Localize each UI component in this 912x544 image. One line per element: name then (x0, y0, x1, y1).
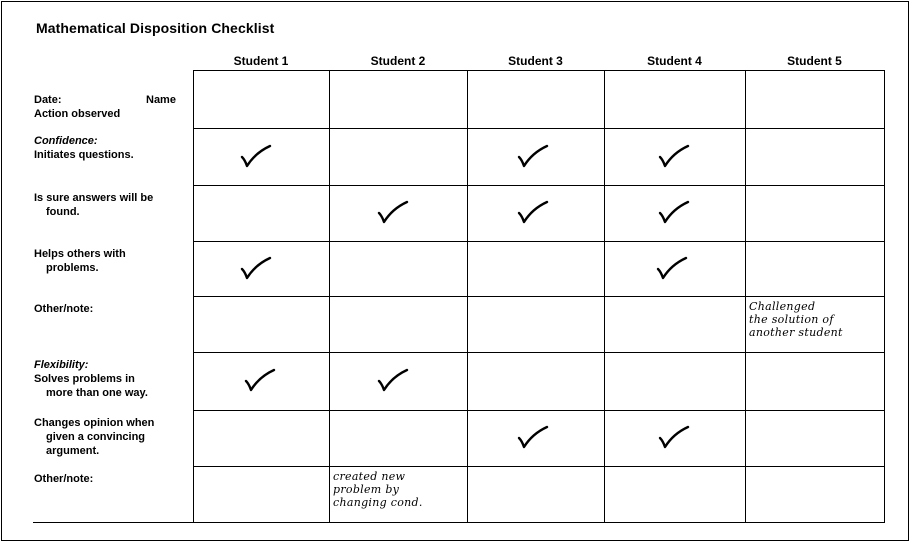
row-label-line: more than one way. (46, 387, 148, 399)
note-line: the solution of (749, 313, 834, 326)
row-label (34, 358, 189, 400)
column-header-student-1: Student 1 (233, 54, 289, 68)
row-label (34, 247, 189, 275)
grid-row-line (193, 466, 885, 467)
check-mark-icon (655, 255, 689, 281)
row-label (34, 472, 189, 486)
handwritten-note (749, 300, 843, 339)
row-label-line: Solves problems in (34, 373, 135, 385)
grid-bottom-line (33, 522, 885, 523)
row-category: Confidence: (34, 135, 98, 147)
check-mark-icon (657, 424, 691, 450)
row-category: Flexibility: (34, 359, 89, 371)
column-header-student-3: Student 3 (508, 54, 563, 68)
row-label (34, 302, 189, 316)
grid-column-line (467, 70, 468, 522)
grid-column-line (329, 70, 330, 522)
grid-row-line (193, 241, 885, 242)
column-header-student-2: Student 2 (370, 54, 426, 68)
grid-row-line (193, 296, 885, 297)
note-line: problem by (333, 483, 400, 496)
check-mark-icon (516, 143, 550, 169)
note-line: created new (333, 470, 406, 483)
grid-column-line (193, 70, 194, 522)
check-mark-icon (516, 199, 550, 225)
handwritten-note (333, 470, 423, 509)
note-line: another student (749, 326, 843, 339)
check-mark-icon (239, 255, 273, 281)
grid-column-line (604, 70, 605, 522)
row-label (34, 134, 189, 162)
check-mark-icon (657, 143, 691, 169)
row-label-line: Other/note: (34, 303, 94, 315)
check-mark-icon (516, 424, 550, 450)
check-mark-icon (376, 199, 410, 225)
grid-row-line (193, 352, 885, 353)
row-label-line: Initiates questions. (34, 149, 134, 161)
row-label-line: Other/note: (34, 473, 94, 485)
grid-column-line (884, 70, 885, 522)
grid-row-line (193, 128, 885, 129)
check-mark-icon (657, 199, 691, 225)
page-title: Mathematical Disposition Checklist (36, 20, 275, 36)
row-label-line: Action observed (34, 108, 121, 120)
row-label-line: Changes opinion when (34, 417, 155, 429)
check-mark-icon (239, 143, 273, 169)
row-label (34, 93, 189, 121)
row-label-line: problems. (46, 262, 99, 274)
check-mark-icon (376, 367, 410, 393)
row-label-line: Helps others with (34, 248, 126, 260)
row-label-line: found. (46, 206, 80, 218)
check-mark-icon (243, 367, 277, 393)
row-label-line: Date: (34, 94, 62, 106)
note-line: changing cond. (333, 496, 423, 509)
row-label-line: argument. (46, 445, 100, 457)
row-label (34, 191, 189, 219)
name-label: Name (146, 94, 176, 106)
grid-row-line (193, 410, 885, 411)
grid-row-line (193, 185, 885, 186)
grid-column-line (745, 70, 746, 522)
column-header-student-4: Student 4 (647, 54, 702, 68)
grid-top-line (193, 70, 885, 71)
column-header-student-5: Student 5 (787, 54, 842, 68)
row-label (34, 416, 189, 458)
row-label-line: given a convincing (46, 431, 146, 443)
row-label-line: Is sure answers will be (34, 192, 154, 204)
note-line: Challenged (749, 300, 816, 313)
